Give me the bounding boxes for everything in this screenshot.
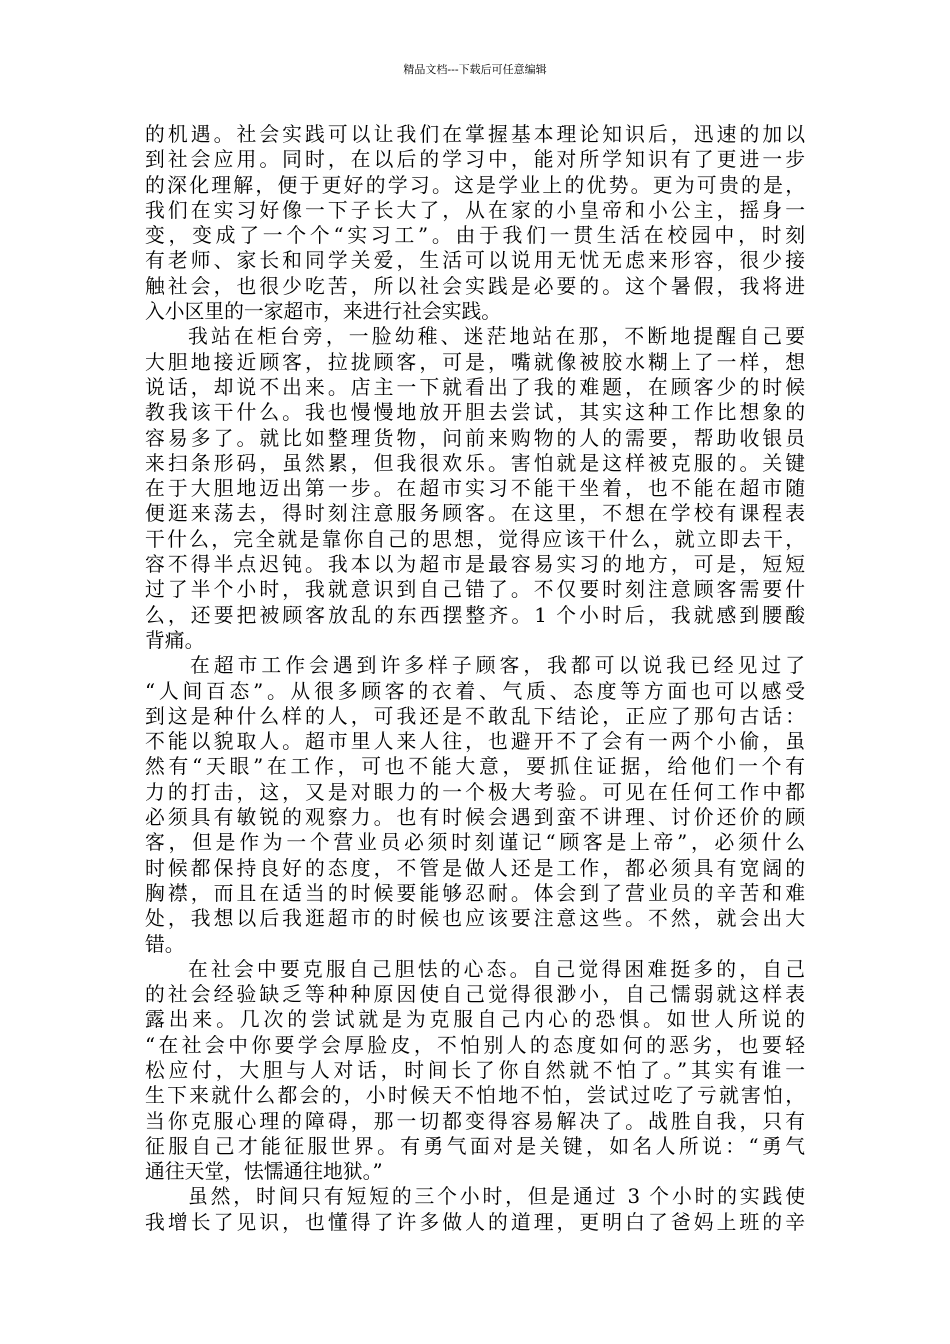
text-line: 触社会，也很少吃苦，所以社会实践是必要的。这个暑假，我将进: [145, 274, 805, 298]
text-line: 便逛来荡去，得时刻注意服务顾客。在这里，不想在学校有课程表: [145, 502, 805, 526]
text-line: 的机遇。社会实践可以让我们在掌握基本理论知识后，迅速的加以: [145, 123, 805, 146]
text-line: “在社会中你要学会厚脸皮，不怕别人的态度如何的恶劣，也要轻: [145, 1033, 805, 1057]
paragraph-start-line: 我站在柜台旁，一脸幼稚、迷茫地站在那，不断地提醒自己要: [188, 325, 805, 349]
text-line: 松应付，大胆与人对话，时间长了你自然就不怕了。”其实有谁一: [145, 1058, 805, 1082]
text-line: 过了半个小时，我就意识到自己错了。不仅要时刻注意顾客需要什: [145, 578, 805, 602]
text-line: 胸襟，而且在适当的时候要能够忍耐。体会到了营业员的辛苦和难: [145, 881, 805, 905]
text-line: 容易多了。就比如整理货物，问前来购物的人的需要，帮助收银员: [145, 426, 805, 450]
text-line: 时候都保持良好的态度，不管是做人还是工作，都必须具有宽阔的: [145, 856, 805, 880]
text-line: 说话，却说不出来。店主一下就看出了我的难题，在顾客少的时候: [145, 375, 805, 399]
paragraph-end-line: 通往天堂，怯懦通往地狱。”: [145, 1160, 383, 1184]
text-line: 的社会经验缺乏等种种原因使自己觉得很渺小，自己懦弱就这样表: [145, 983, 805, 1007]
paragraph-end-line: 背痛。: [145, 628, 205, 652]
text-line: 到社会应用。同时，在以后的学习中，能对所学知识有了更进一步: [145, 148, 805, 172]
text-line: 当你克服心理的障碍，那一切都变得容易解决了。战胜自我，只有: [145, 1109, 805, 1133]
text-line: 征服自己才能征服世界。有勇气面对是关键，如名人所说：“勇气: [145, 1134, 805, 1158]
text-line: 到这是种什么样的人，可我还是不敢乱下结论，正应了那句古话：: [145, 704, 805, 728]
text-line: 的深化理解，便于更好的学习。这是学业上的优势。更为可贵的是，: [145, 173, 805, 197]
text-line: 教我该干什么。我也慢慢地放开胆去尝试，其实这种工作比想象的: [145, 401, 805, 425]
text-line: 么，还要把被顾客放乱的东西摆整齐。1 个小时后，我就感到腰酸: [145, 603, 805, 627]
text-line: 我们在实习好像一下子长大了，从在家的小皇帝和小公主，摇身一: [145, 198, 805, 222]
paragraph-start-line: 在超市工作会遇到许多样子顾客，我都可以说我已经见过了: [190, 654, 805, 678]
text-line: 变，变成了一个个“实习工”。由于我们一贯生活在校园中，时刻: [145, 224, 805, 248]
text-line: 容不得半点迟钝。我本以为超市是最容易实习的地方，可是，短短: [145, 553, 805, 577]
document-body: [145, 122, 805, 1235]
text-line: 不能以貌取人。超市里人来人往，也避开不了会有一两个小偷，虽: [145, 730, 805, 754]
paragraph-start-line: 虽然，时间只有短短的三个小时，但是通过 3 个小时的实践使: [188, 1185, 805, 1209]
text-line: 然有“天眼”在工作，可也不能大意，要抓住证据，给他们一个有: [145, 755, 805, 779]
text-line: 力的打击，这，又是对眼力的一个极大考验。可见在任何工作中都: [145, 780, 805, 804]
text-line: 有老师、家长和同学关爱，生活可以说用无忧无虑来形容，很少接: [145, 249, 805, 273]
text-line: 露出来。几次的尝试就是为克服自己内心的恐惧。如世人所说的: [145, 1008, 805, 1032]
text-line: 干什么，完全就是靠你自己的思想，觉得应该干什么，就立即去干，: [145, 527, 805, 551]
paragraph-end-line: 入小区里的一家超市，来进行社会实践。: [145, 300, 502, 324]
text-line: 来扫条形码，虽然累，但我很欢乐。害怕就是这样被克服的。关键: [145, 451, 805, 475]
page-header: 精品文档---下载后可任意编辑: [403, 63, 547, 76]
text-line: 生下来就什么都会的，小时候天不怕地不怕，尝试过吃了亏就害怕，: [145, 1084, 805, 1108]
text-line: 我增长了见识，也懂得了许多做人的道理，更明白了爸妈上班的辛: [145, 1210, 805, 1234]
text-line: 客，但是作为一个营业员必须时刻谨记“顾客是上帝”，必须什么: [145, 831, 805, 855]
text-line: 必须具有敏锐的观察力。也有时候会遇到蛮不讲理、讨价还价的顾: [145, 806, 805, 830]
text-line: 在于大胆地迈出第一步。在超市实习不能干坐着，也不能在超市随: [145, 477, 805, 501]
paragraph-start-line: 在社会中要克服自己胆怯的心态。自己觉得困难挺多的，自己: [188, 957, 805, 981]
text-line: “人间百态”。从很多顾客的衣着、气质、态度等方面也可以感受: [145, 679, 805, 703]
text-line: 处，我想以后我逛超市的时候也应该要注意这些。不然，就会出大: [145, 907, 805, 931]
text-line: 大胆地接近顾客，拉拢顾客，可是，嘴就像被胶水糊上了一样，想: [145, 350, 805, 374]
paragraph-end-line: 错。: [145, 932, 185, 956]
